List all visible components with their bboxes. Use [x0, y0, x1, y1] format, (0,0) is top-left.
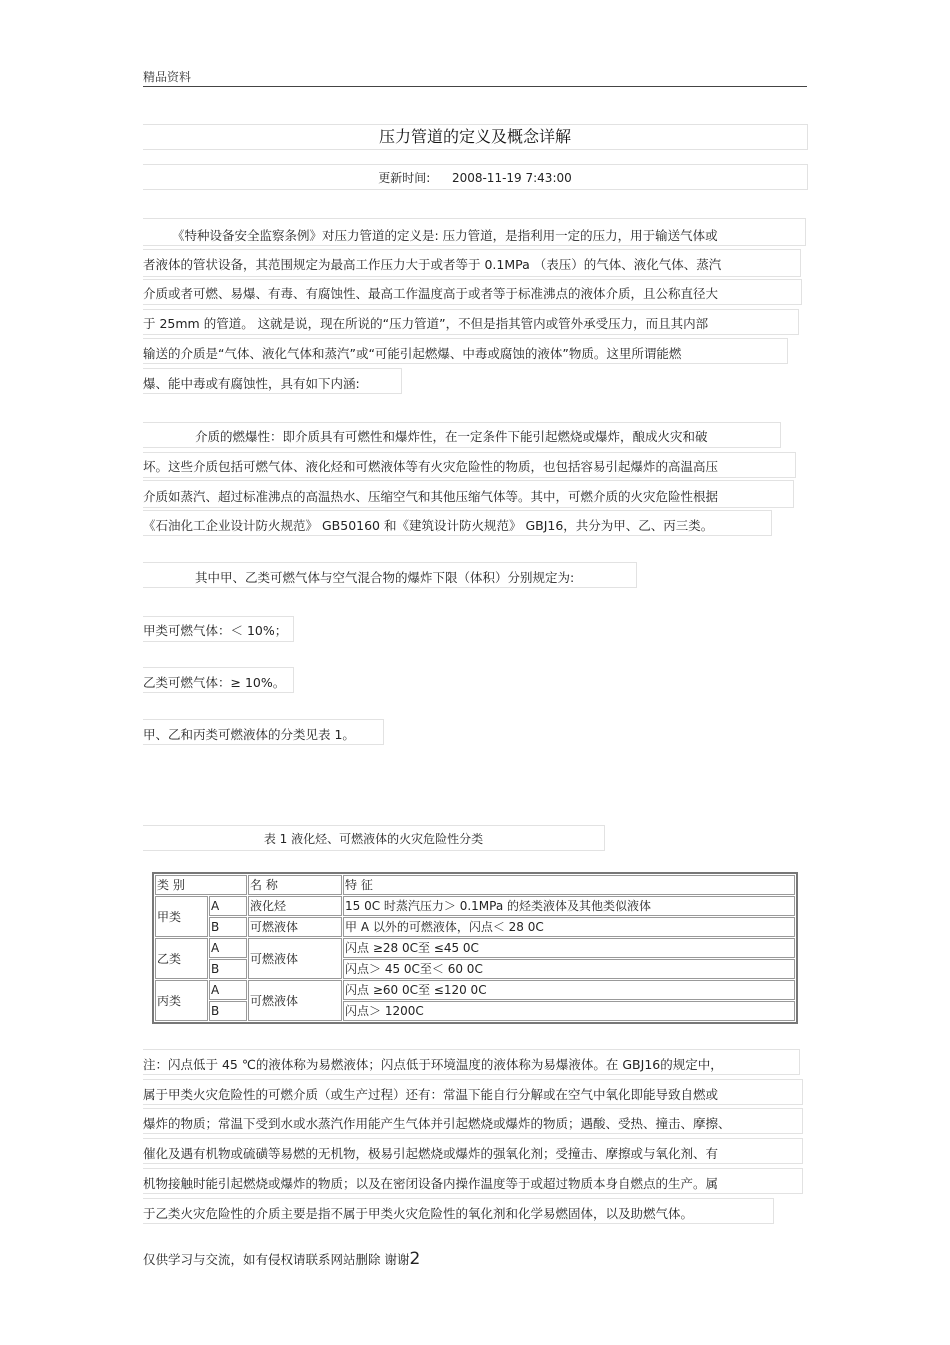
update-time	[143, 169, 807, 186]
feature-cell: 甲 A 以外的可燃液体，闪点＜ 28 0C	[343, 917, 795, 937]
name-cell: 可燃液体	[248, 917, 342, 937]
category-cell: 甲类	[155, 896, 208, 937]
header-label: 精品资料	[143, 70, 192, 84]
note-line: 注：闪点低于 45 ℃的液体称为易燃液体；闪点低于环境温度的液体称为易爆液体。在 GBJ16的规定中，	[143, 1057, 723, 1072]
paragraph-line: 爆、能中毒或有腐蚀性，具有如下内涵:	[143, 376, 360, 391]
footer-text: 仅供学习与交流，如有侵权请联系网站删除 谢谢	[143, 1252, 410, 1267]
update-label: 更新时间:	[378, 171, 431, 185]
feature-cell: 闪点＞ 45 0C至＜ 60 0C	[343, 959, 795, 979]
header-category: 类 别	[155, 875, 247, 895]
update-value: 2008-11-19 7:43:00	[451, 171, 572, 185]
paragraph-line: 介质如蒸汽、超过标准沸点的高温热水、压缩空气和其他压缩气体等。其中，可燃介质的火灾危险性根据	[143, 489, 719, 504]
paragraph-line: 乙类可燃气体：≥ 10%。	[143, 675, 286, 690]
feature-cell: 闪点＞ 1200C	[343, 1001, 795, 1021]
paragraph-line: 甲、乙和丙类可燃液体的分类见表 1。	[143, 727, 355, 742]
footer	[143, 1249, 420, 1269]
paragraph-line: 坏。这些介质包括可燃气体、液化烃和可燃液体等有火灾危险性的物质，也包括容易引起爆炸的高温高压	[143, 459, 719, 474]
name-cell: 液化烃	[248, 896, 342, 916]
table-row	[155, 896, 795, 916]
table-row	[155, 917, 795, 937]
note-line: 催化及遇有机物或硫磺等易燃的无机物，极易引起燃烧或爆炸的强氧化剂；受撞击、摩擦或与氧化剂、有	[143, 1146, 719, 1161]
feature-cell: 闪点 ≥60 0C至 ≤120 0C	[343, 980, 795, 1000]
sub-cell: A	[209, 938, 247, 958]
hazard-classification-table	[152, 872, 798, 1024]
sub-cell: A	[209, 980, 247, 1000]
paragraph-line: 其中甲、乙类可燃气体与空气混合物的爆炸下限（体积）分别规定为:	[195, 570, 575, 585]
note-line: 爆炸的物质；常温下受到水或水蒸汽作用能产生气体并引起燃烧或爆炸的物质；遇酸、受热、撞击、摩擦、	[143, 1116, 731, 1131]
table-row	[155, 938, 795, 958]
sub-cell: B	[209, 1001, 247, 1021]
header-divider	[143, 86, 807, 87]
note-line: 属于甲类火灾危险性的可燃介质（或生产过程）还有：常温下能自行分解或在空气中氧化即能导致自燃或	[143, 1087, 719, 1102]
category-cell: 丙类	[155, 980, 208, 1021]
note-line: 机物接触时能引起燃烧或爆炸的物质；以及在密闭设备内操作温度等于或超过物质本身自燃点的生产。属	[143, 1176, 719, 1191]
paragraph-line: 于 25mm 的管道。 这就是说，现在所说的“压力管道”，不但是指其管内或管外承受压力，而且其内部	[143, 316, 709, 331]
table-caption: 表 1 液化烃、可燃液体的火灾危险性分类	[263, 832, 484, 846]
paragraph-line: 《石油化工企业设计防火规范》 GB50160 和《建筑设计防火规范》 GBJ16，共分为甲、乙、丙三类。	[143, 518, 714, 533]
page-title: 压力管道的定义及概念详解	[378, 127, 571, 146]
note-line: 于乙类火灾危险性的介质主要是指不属于甲类火灾危险性的氧化剂和化学易燃固体，以及助燃气体。	[143, 1206, 694, 1221]
table-row	[155, 980, 795, 1000]
paragraph-line: 《特种设备安全监察条例》对压力管道的定义是: 压力管道，是指利用一定的压力，用于输送气体或	[172, 228, 718, 243]
sub-cell: B	[209, 959, 247, 979]
paragraph-line: 介质的燃爆性：即介质具有可燃性和爆炸性，在一定条件下能引起燃烧或爆炸，酿成火灾和破	[195, 429, 708, 444]
sub-cell: A	[209, 896, 247, 916]
paragraph-line: 甲类可燃气体：＜ 10%；	[143, 623, 288, 638]
header-feature: 特 征	[343, 875, 795, 895]
paragraph-line: 介质或者可燃、易爆、有毒、有腐蚀性、最高工作温度高于或者等于标准沸点的液体介质，且公称直径大	[143, 286, 719, 301]
sub-cell: B	[209, 917, 247, 937]
feature-cell: 闪点 ≥28 0C至 ≤45 0C	[343, 938, 795, 958]
name-cell: 可燃液体	[248, 980, 342, 1021]
table-header-row	[155, 875, 795, 895]
paragraph-line: 者液体的管状设备，其范围规定为最高工作压力大于或者等于 0.1MPa （表压）的气体、液化气体、蒸汽	[143, 257, 722, 272]
name-cell: 可燃液体	[248, 938, 342, 979]
feature-cell: 15 0C 时蒸汽压力＞ 0.1MPa 的烃类液体及其他类似液体	[343, 896, 795, 916]
category-cell: 乙类	[155, 938, 208, 979]
header-name: 名 称	[248, 875, 342, 895]
page-number: 2	[409, 1249, 421, 1269]
paragraph-line: 输送的介质是“气体、液化气体和蒸汽”或“可能引起燃爆、中毒或腐蚀的液体”物质。这里所谓能燃	[143, 346, 682, 361]
